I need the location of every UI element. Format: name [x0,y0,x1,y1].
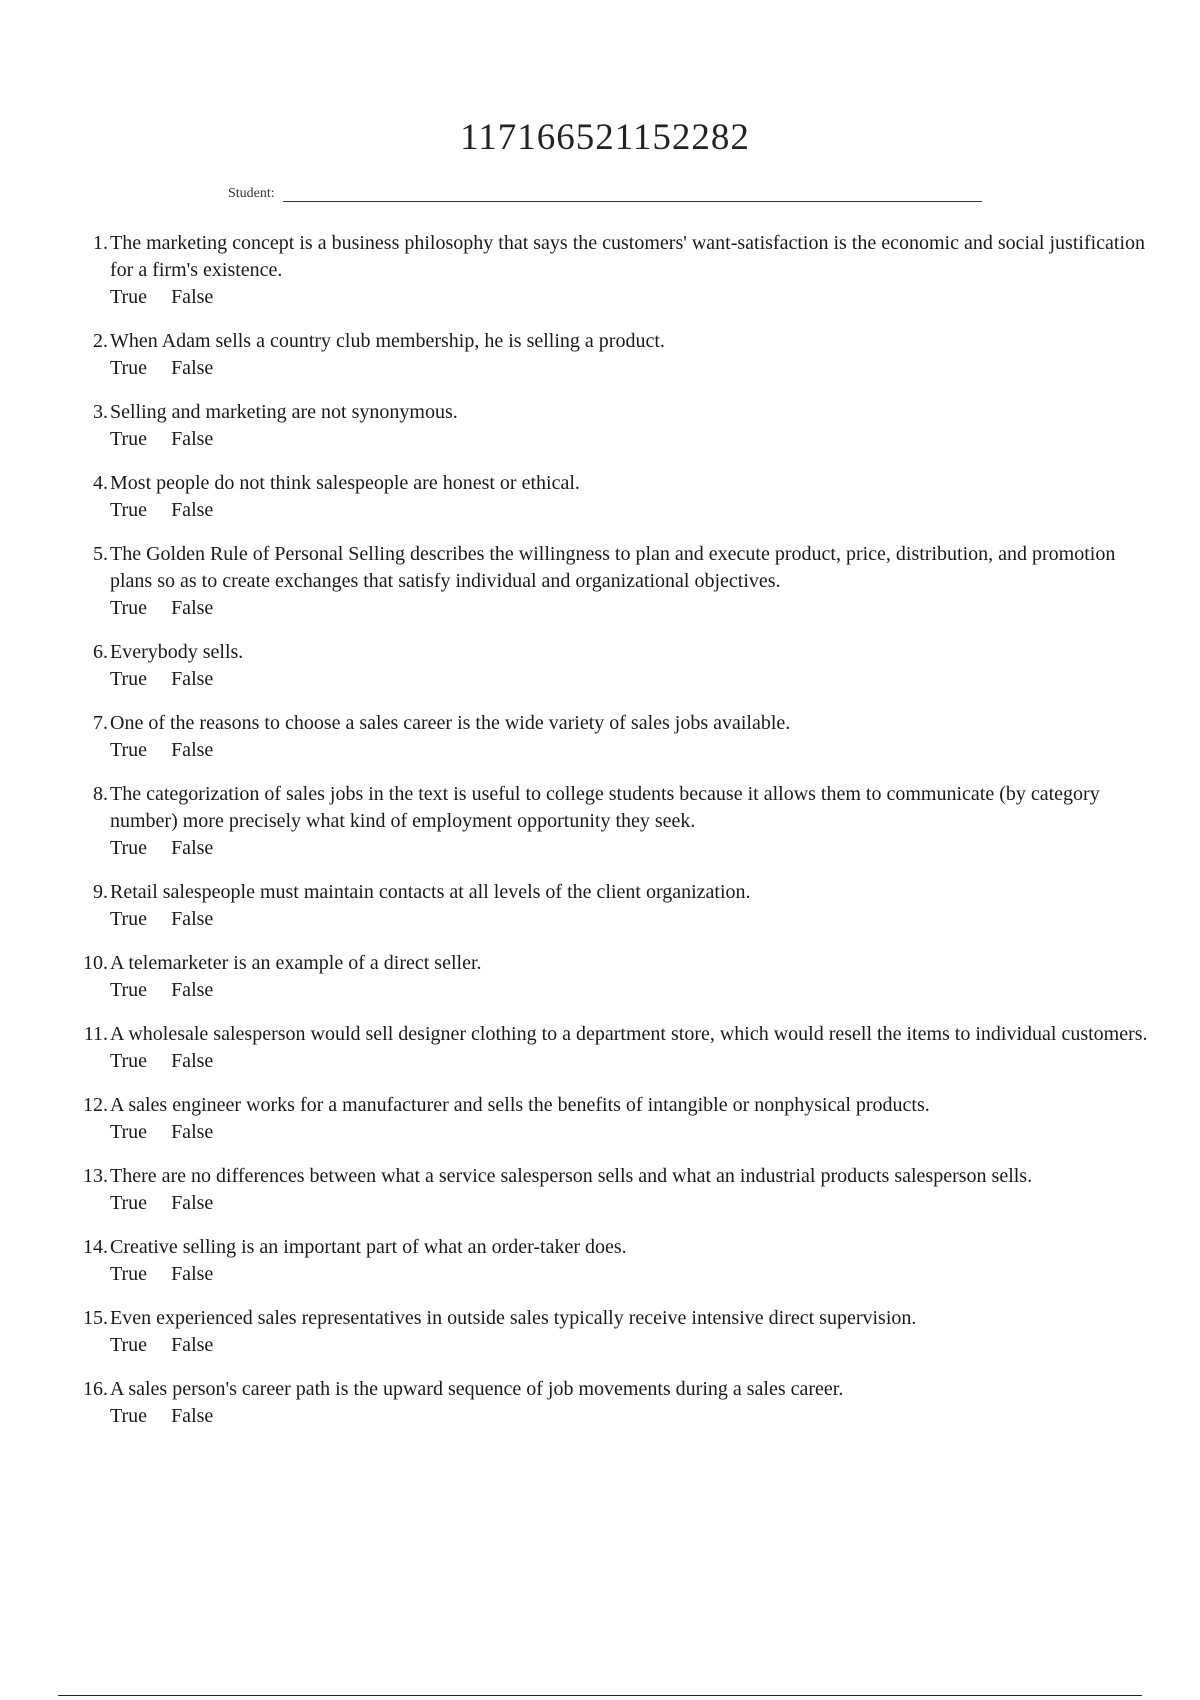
answer-options [110,497,1150,524]
question-text: Most people do not think salespeople are honest or ethical. [110,472,580,494]
answer-false[interactable]: False [171,499,214,521]
answer-true[interactable]: True [110,1334,148,1356]
question-text: The categorization of sales jobs in the text is useful to college students because it allows them to communicate (by category number) more precisely what kind of employment opportunity they seek. [110,783,1100,832]
answer-true[interactable]: True [110,668,148,690]
question-list [60,230,1150,1447]
question-text: Even experienced sales representatives in outside sales typically receive intensive direct supervision. [110,1307,917,1329]
answer-options [110,1048,1150,1075]
question-number: 6. [93,641,108,663]
question-item [60,541,1150,622]
answer-false[interactable]: False [171,286,214,308]
answer-false[interactable]: False [171,357,214,379]
answer-true[interactable]: True [110,1405,148,1427]
answer-true[interactable]: True [110,286,148,308]
question-item [60,639,1150,693]
answer-false[interactable]: False [171,1405,214,1427]
answer-options [110,284,1150,311]
answer-options [110,977,1150,1004]
answer-false[interactable]: False [171,739,214,761]
answer-false[interactable]: False [171,668,214,690]
question-text: A sales engineer works for a manufacturer and sells the benefits of intangible or nonphysical products. [110,1094,930,1116]
question-number: 1. [93,232,108,254]
question-item [60,710,1150,764]
answer-options [110,1403,1150,1430]
answer-true[interactable]: True [110,908,148,930]
answer-false[interactable]: False [171,1121,214,1143]
question-number: 14. [83,1236,108,1258]
question-text: There are no differences between what a service salesperson sells and what an industrial products salesperson sells. [110,1165,1033,1187]
question-item [60,1234,1150,1288]
answer-true[interactable]: True [110,1263,148,1285]
page-title: 117166521152282 [460,117,750,158]
answer-true[interactable]: True [110,499,148,521]
answer-options [110,1261,1150,1288]
answer-false[interactable]: False [171,979,214,1001]
question-item [60,328,1150,382]
student-name-field[interactable] [283,187,982,202]
answer-true[interactable]: True [110,357,148,379]
question-item [60,781,1150,862]
answer-true[interactable]: True [110,739,148,761]
question-text: A wholesale salesperson would sell designer clothing to a department store, which would resell the items to individual customers. [110,1023,1148,1045]
question-text: A telemarketer is an example of a direct seller. [110,952,482,974]
answer-true[interactable]: True [110,1050,148,1072]
answer-false[interactable]: False [171,1334,214,1356]
question-number: 4. [93,472,108,494]
question-item [60,879,1150,933]
question-text: Retail salespeople must maintain contacts at all levels of the client organization. [110,881,751,903]
page-footer-rule [58,1695,1142,1696]
question-item [60,470,1150,524]
question-number: 15. [83,1307,108,1329]
answer-options [110,1119,1150,1146]
question-text: The marketing concept is a business philosophy that says the customers' want-satisfaction is the economic and social justification for a firm's existence. [110,232,1146,281]
answer-options [110,835,1150,862]
question-number: 13. [83,1165,108,1187]
question-item [60,1163,1150,1217]
question-text: The Golden Rule of Personal Selling describes the willingness to plan and execute product, price, distribution, and promotion plans so as to create exchanges that satisfy individual and organizational objectives. [110,543,1116,592]
question-number: 10. [83,952,108,974]
answer-false[interactable]: False [171,908,214,930]
answer-true[interactable]: True [110,1192,148,1214]
answer-false[interactable]: False [171,837,214,859]
answer-false[interactable]: False [171,597,214,619]
question-item [60,1092,1150,1146]
question-number: 3. [93,401,108,423]
answer-options [110,1190,1150,1217]
answer-options [110,737,1150,764]
question-item [60,1021,1150,1075]
question-text: One of the reasons to choose a sales career is the wide variety of sales jobs available. [110,712,791,734]
answer-options [110,426,1150,453]
answer-options [110,666,1150,693]
question-number: 8. [93,783,108,805]
student-label: Student: [228,186,275,201]
question-text: A sales person's career path is the upward sequence of job movements during a sales career. [110,1378,844,1400]
answer-false[interactable]: False [171,428,214,450]
answer-false[interactable]: False [171,1050,214,1072]
answer-true[interactable]: True [110,979,148,1001]
answer-true[interactable]: True [110,837,148,859]
answer-options [110,355,1150,382]
answer-true[interactable]: True [110,1121,148,1143]
answer-false[interactable]: False [171,1263,214,1285]
question-text: When Adam sells a country club membership, he is selling a product. [110,330,665,352]
question-item [60,1305,1150,1359]
question-number: 2. [93,330,108,352]
answer-false[interactable]: False [171,1192,214,1214]
question-item [60,399,1150,453]
question-number: 11. [83,1023,108,1045]
answer-options [110,906,1150,933]
answer-true[interactable]: True [110,597,148,619]
question-number: 9. [93,881,108,903]
question-item [60,950,1150,1004]
answer-options [110,595,1150,622]
question-text: Everybody sells. [110,641,244,663]
question-number: 5. [93,543,108,565]
answer-true[interactable]: True [110,428,148,450]
question-text: Creative selling is an important part of what an order-taker does. [110,1236,627,1258]
answer-options [110,1332,1150,1359]
question-text: Selling and marketing are not synonymous. [110,401,458,423]
question-item [60,1376,1150,1430]
question-number: 12. [83,1094,108,1116]
question-number: 16. [83,1378,108,1400]
question-number: 7. [93,712,108,734]
student-name-row [228,186,982,202]
question-item [60,230,1150,311]
